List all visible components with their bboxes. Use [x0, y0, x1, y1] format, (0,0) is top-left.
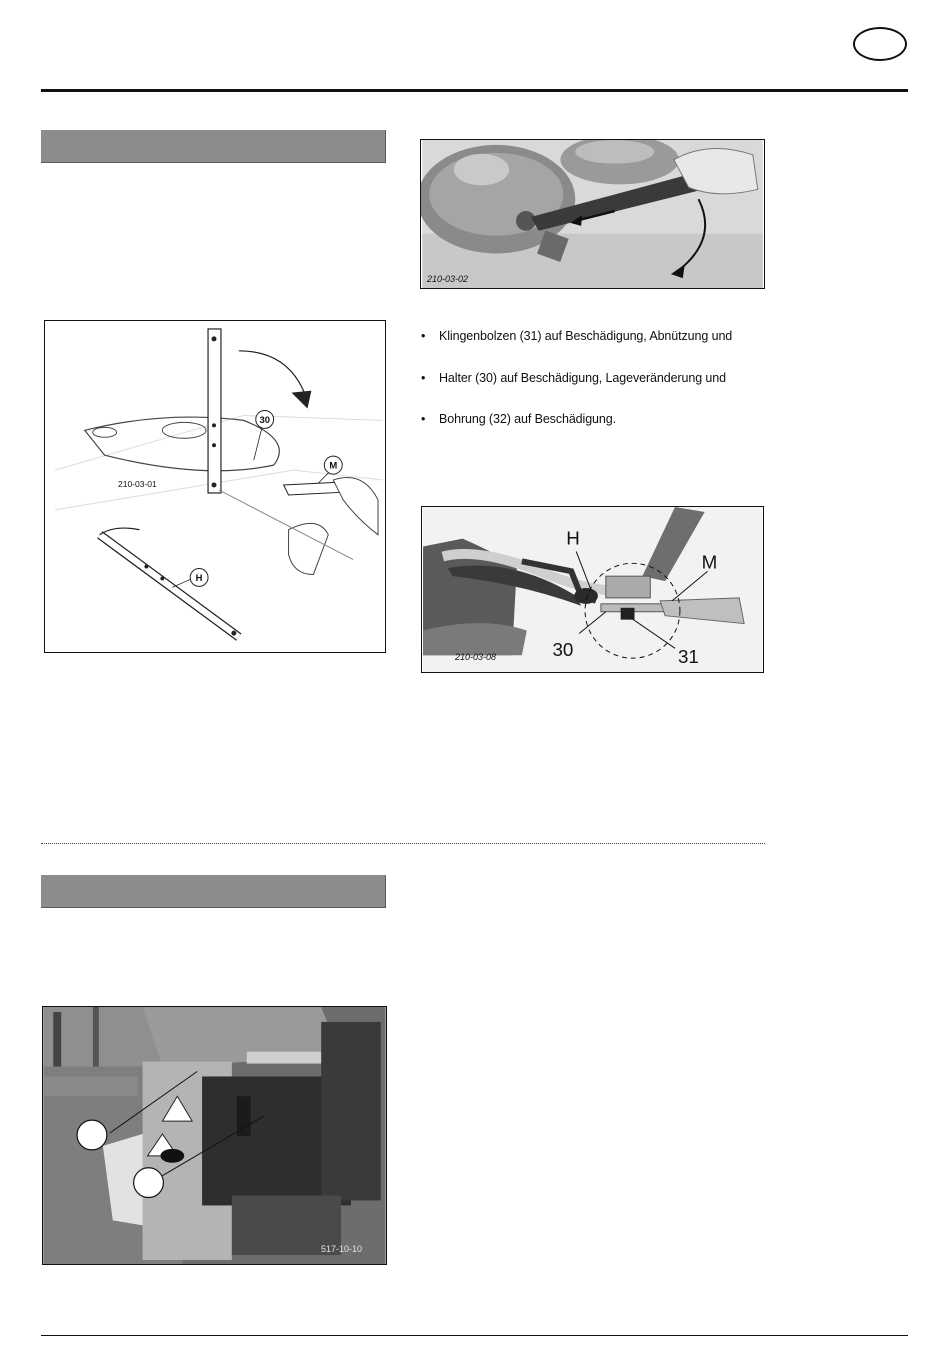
figure-code: 210-03-02: [427, 274, 469, 284]
footer-rule: [41, 1335, 908, 1336]
figure-label-30: 30: [552, 639, 574, 661]
figure-517-10-10: [42, 1006, 387, 1265]
figure-label-m: M: [701, 551, 718, 573]
figure-517-10-10-illustration: [43, 1007, 386, 1264]
figure-label-h: H: [566, 527, 580, 549]
section-heading-bar-1: [41, 130, 386, 163]
language-badge: [853, 27, 907, 61]
figure-210-03-08: [421, 506, 764, 673]
section-heading-bar-2: [41, 875, 386, 908]
figure-210-03-01: [44, 320, 386, 653]
figure-label-m: M: [329, 460, 338, 472]
figure-210-03-02: [420, 139, 765, 289]
figure-label-30: 30: [259, 414, 270, 426]
section-divider: [41, 843, 765, 844]
figure-210-03-02-illustration: [421, 140, 764, 288]
bullet-text: Halter (30) auf Beschädigung, Lageveränderung und: [439, 371, 726, 385]
header-rule: [41, 89, 908, 92]
figure-code: 210-03-01: [118, 479, 157, 489]
bullet-marker: •: [421, 371, 426, 385]
bullet-marker: •: [421, 329, 426, 343]
figure-label-h: H: [195, 572, 203, 584]
figure-code: 517-10-10: [320, 1244, 362, 1254]
figure-label-31: 31: [677, 646, 699, 668]
figure-210-03-01-illustration: [45, 321, 385, 652]
bullet-text: Klingenbolzen (31) auf Beschädigung, Abnützung und: [439, 329, 733, 343]
figure-code: 210-03-08: [455, 652, 497, 662]
bullet-text: Bohrung (32) auf Beschädigung.: [439, 412, 616, 426]
bullet-marker: •: [421, 412, 426, 426]
figure-210-03-08-illustration: [422, 507, 763, 672]
